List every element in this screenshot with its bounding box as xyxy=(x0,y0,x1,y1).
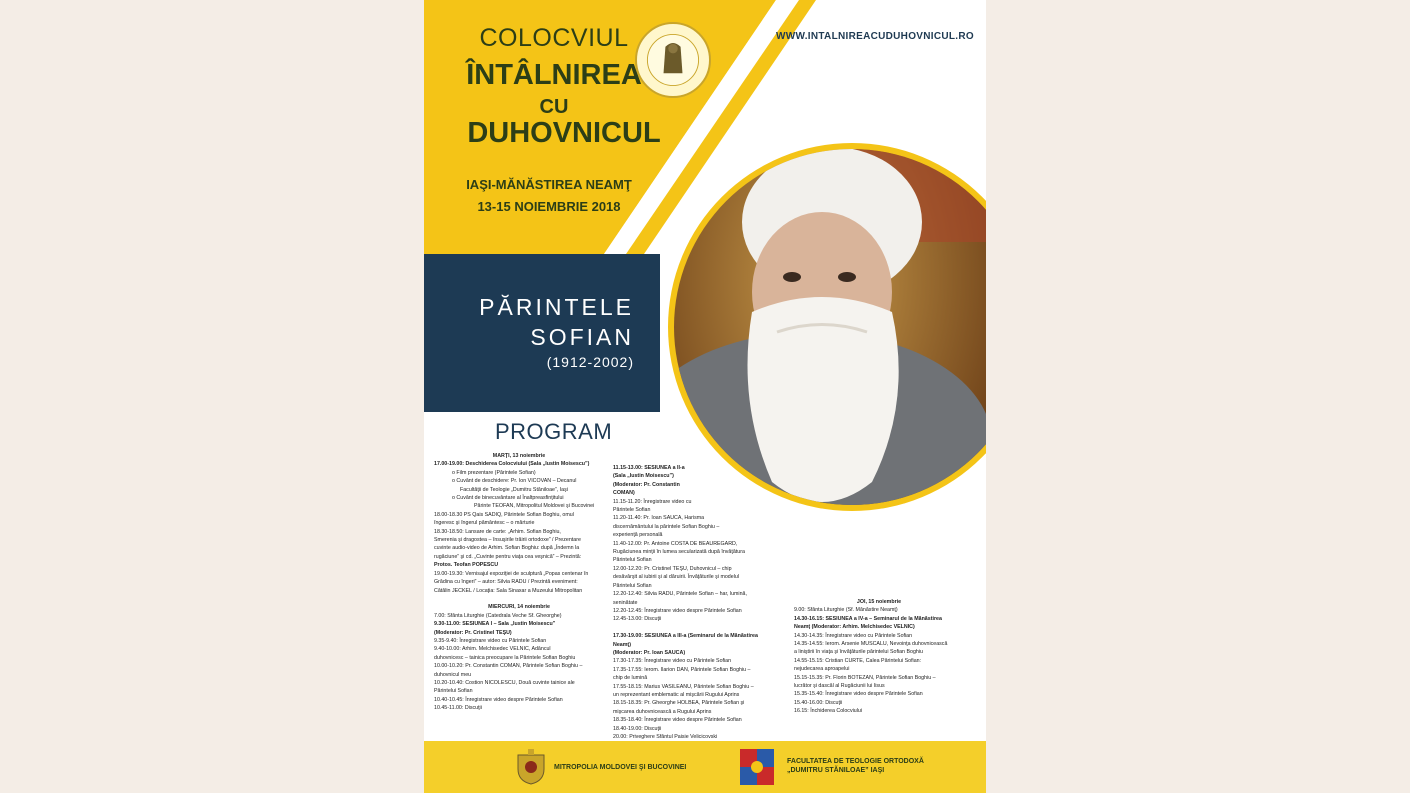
program-line: 17.30-19.00: SESIUNEA a III-a (Seminarul de la Mănăstirea xyxy=(613,633,758,640)
program-line: 14.30-16.15: SESIUNEA a IV-a – Seminarul de la Mănăstirea xyxy=(794,615,942,622)
program-column-3 xyxy=(794,598,964,716)
program-line: Părintele Sofian xyxy=(613,507,651,514)
program-line: 12.45-13.00: Discuţii xyxy=(613,616,662,623)
program-column-1 xyxy=(434,452,604,713)
website-url[interactable]: WWW.INTALNIREACUDUHOVNICUL.RO xyxy=(776,31,974,42)
program-line: o Cuvânt de binecuvântare al Înaltpreasfinţitului xyxy=(452,495,564,502)
program-line: 14.55-15.15: Cristian CURTE, Calea Părintelui Sofian: xyxy=(794,657,922,664)
program-line: 10.45-11.00: Discuţii xyxy=(434,705,482,712)
title-line-3: CU xyxy=(539,96,569,118)
program-line: 15.40-16.00: Discuţii xyxy=(794,699,843,706)
program-line: Facultăţii de Teologie „Dumitru Stăniloae”, Iaşi xyxy=(460,486,568,493)
program-line: 17.35-17.55: Ierom. Ilarion DAN, Părintele Sofian Boghiu – xyxy=(613,666,751,673)
program-line: 11.15-11.20: Înregistrare video cu xyxy=(613,498,692,505)
poster xyxy=(424,0,986,793)
program-line xyxy=(613,624,763,632)
footer-faculty-line-2: „DUMITRU STĂNILOAE” IAŞI xyxy=(787,767,885,774)
program-line: 18.15-18.35: Pr. Gheorghe HOLBEA, Părintele Sofian şi xyxy=(613,700,745,707)
program-line: Rugăciunea minţii în lumea secularizată după învăţătura xyxy=(613,549,745,556)
program-line: desăvârşit al iubirii şi al dăruirii. Învăţăturile şi modelul xyxy=(613,574,740,581)
program-line: 18.30-18.50: Lansare de carte: „Arhim. Sofian Boghiu, xyxy=(434,528,561,535)
title-line-4: DUHOVNICUL xyxy=(467,117,661,149)
program-line: Părintelui Sofian xyxy=(613,557,652,564)
banner-name-line-2: SOFIAN xyxy=(530,324,634,350)
footer-metropolis-name: MITROPOLIA MOLDOVEI ŞI BUCOVINEI xyxy=(554,764,687,771)
program-line: 9.35-9.40: Înregistrare video cu Părintele Sofian xyxy=(434,637,547,644)
program-line: 19.00-19.30: Vernisajul expoziţiei de sculptură „Popas centenar în xyxy=(434,570,589,577)
program-line: 9.30-11.00: SESIUNEA I – Sala „Iustin Moisescu” xyxy=(434,621,556,628)
program-line: 18.35-18.40: Înregistrare video despre Părintele Sofian xyxy=(613,717,742,724)
program-line: (Moderator: Pr. Cristinel TEŞU) xyxy=(434,629,512,636)
program-line: 11.20-11.40: Pr. Ioan SAUCA, Harisma xyxy=(613,515,705,522)
banner-name-line-1: PĂRINTELE xyxy=(479,294,634,320)
program-line: 11.15-13.00: SESIUNEA a II-a xyxy=(613,465,685,471)
program-line: un reprezentant emblematic al mişcării Rugului Aprins xyxy=(613,691,740,698)
program-line xyxy=(434,595,604,603)
faculty-crest-icon xyxy=(740,749,774,785)
program-line: COMAN) xyxy=(613,490,635,497)
program-line: chip de lumină xyxy=(613,675,648,682)
program-line: Cătălin JECKEL / Locaţia: Sala Sinaxar a Muzeului Mitropolitan xyxy=(434,587,583,594)
footer-faculty-name xyxy=(787,757,924,775)
program-line: Părintelui Sofian xyxy=(434,688,473,695)
program-line: cuvinte audio-video de Arhim. Sofian Boghiu: după „Îndemn la xyxy=(434,545,580,552)
program-line: Neamţ) xyxy=(613,641,631,648)
program-line: 9.00: Sfânta Liturghie (Sf. Mănăstire Neamţ) xyxy=(794,607,898,614)
program-line: 18.40-19.00: Discuţii xyxy=(613,725,662,732)
program-heading: PROGRAM xyxy=(495,419,613,444)
program-line: (Moderator: Pr. Constantin xyxy=(613,481,680,488)
program-line: o Film prezentare (Părintele Sofian) xyxy=(452,469,536,476)
footer-faculty-line-1: FACULTATEA DE TEOLOGIE ORTODOXĂ xyxy=(787,758,924,765)
program-line: 14.30-14.35: Înregistrare video cu Părintele Sofian xyxy=(794,632,913,639)
program-line: 20.00: Priveghere Sfântul Paisie Velicicovski xyxy=(613,734,718,740)
program-line: nejudecarea aproapelui xyxy=(794,666,850,673)
program-line: experienţă personală xyxy=(613,532,663,539)
banner-years: (1912-2002) xyxy=(546,354,634,370)
program-line: Părinte TEOFAN, Mitropolitul Moldovei şi Bucovinei xyxy=(474,503,595,510)
program-line: 10.20-10.40: Costion NICOLESCU, Două cuvinte tainice ale xyxy=(434,679,575,686)
program-line: 17.55-18.15: Marius VASILEANU, Părintele Sofian Boghiu – xyxy=(613,683,754,690)
program-line: 15.35-15.40: Înregistrare video despre Părintele Sofian xyxy=(794,691,923,698)
program-line: 10.40-10.45: Înregistrare video despre Părintele Sofian xyxy=(434,696,563,703)
program-line: MIERCURI, 14 noiembrie xyxy=(488,604,550,611)
program-line: Smerenia şi dragostea – însuşirile trăirii ortodoxe” / Prezentare xyxy=(434,537,581,544)
program-line: 7.00: Sfânta Liturghie (Catedrala Veche Sf. Gheorghe) xyxy=(434,612,562,619)
metropolis-crest-icon xyxy=(514,749,548,785)
program-line: 18.00-18.30 PS Qais SADIQ, Părintele Sofian Boghiu, omul xyxy=(434,511,574,518)
program-line: 9.40-10.00: Arhim. Melchisedec VELNIC, Adâncul xyxy=(434,646,551,653)
program-line: o Cuvânt de deschidere: Pr. Ion VICOVAN – Decanul xyxy=(452,478,577,485)
program-column-2 xyxy=(613,464,763,741)
program-line: 17.30-17.35: Înregistrare video cu Părintele Sofian xyxy=(613,658,732,665)
program-line: Grădina cu îngeri” – autor: Silvia RADU / Prezintă eveniment: xyxy=(434,579,578,586)
program-line: 17.00-19.00: Deschiderea Colocviului (Sala „Iustin Moisescu”) xyxy=(434,461,590,468)
program-line: Neamţ (Moderator: Arhim. Melchisedec VELNIC) xyxy=(794,624,915,631)
title-line-1: COLOCVIUL xyxy=(479,24,629,52)
program-line: 12.00-12.20: Pr. Cristinel TEŞU, Duhovnicul – chip xyxy=(613,565,732,572)
program-line: 12.20-12.45: Înregistrare video despre Părintele Sofian xyxy=(613,607,742,614)
program-line: 10.00-10.20: Pr. Constantin COMAN, Părintele Sofian Boghiu – xyxy=(434,663,583,670)
program-line: discernământului la părintele Sofian Boghiu – xyxy=(613,523,720,530)
program-line: îngeresc şi îngerul pământesc – o mărturie xyxy=(434,520,535,527)
program-line: 11.40-12.00: Pr. Antoine COSTA DE BEAUREGARD, xyxy=(613,540,738,547)
program-line: 16.15: Închiderea Colocviului xyxy=(794,708,863,715)
program-line: lucrător şi dascăl al Rugăciunii lui Iisus xyxy=(794,683,885,690)
event-dates: 13-15 NOIEMBRIE 2018 xyxy=(477,199,621,214)
program-line: seninătate xyxy=(613,599,638,606)
program-line: 14.35-14.55: Ierom. Arsenie MUSCALU, Nevoinţa duhovnicească xyxy=(794,641,948,648)
program-line: (Sala „Iustin Moisescu”) xyxy=(613,473,674,480)
program-line: 12.20-12.40: Silvia RADU, Părintele Sofian – har, lumină, xyxy=(613,591,747,598)
program-line: JOI, 15 noiembrie xyxy=(856,599,902,605)
program-line: rugăciune” şi cd. „Cuvinte pentru viaţa cea veşnică” – Prezintă: xyxy=(434,553,582,560)
program-line: duhovnicesc – tainica preocupare la Părintele Sofian Boghiu xyxy=(434,654,576,661)
program-line: (Moderator: Pr. Ioan SAUCA) xyxy=(613,649,686,656)
program-line: Părintelui Sofian xyxy=(613,582,652,589)
program-line: duhovnicul meu xyxy=(434,671,472,678)
program-line: 15.15-15.35: Pr. Florin BOTEZAN, Părintele Sofian Boghiu – xyxy=(794,674,936,681)
program-line: MARŢI, 13 noiembrie xyxy=(492,453,546,459)
program-line: Protos. Teofan POPESCU xyxy=(434,562,499,569)
program-line: a liniştirii în viaţa şi învăţăturile părintelui Sofian Boghiu xyxy=(794,649,923,656)
program-line: mişcarea duhovnicească a Rugului Aprins xyxy=(613,708,712,715)
event-location: IAŞI-MĂNĂSTIREA NEAMŢ xyxy=(466,177,632,192)
footer-bar xyxy=(424,741,986,793)
name-banner xyxy=(424,254,660,412)
title-line-2: ÎNTÂLNIREA xyxy=(466,59,642,91)
